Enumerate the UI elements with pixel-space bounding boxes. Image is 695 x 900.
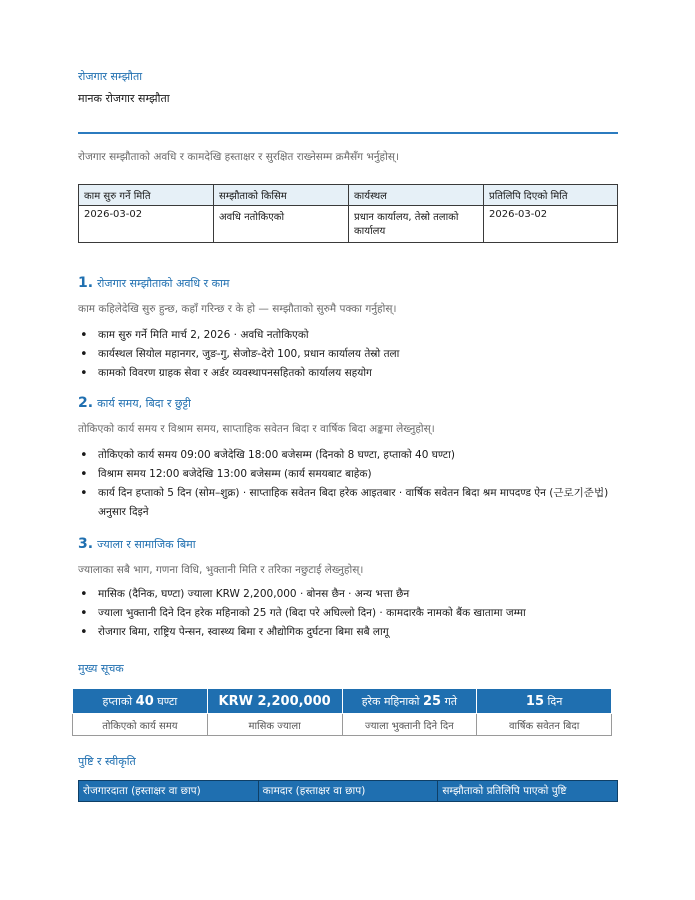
section-bullet-list [78, 326, 618, 383]
section-heading [78, 395, 191, 411]
signature-cell-copy-receipt: सम्झौताको प्रतिलिपि पाएको पुष्टि [438, 781, 618, 802]
kpi-label: वार्षिक सवेतन बिदा [477, 714, 612, 736]
table-header-cell: काम सुरु गर्ने मिति [79, 185, 214, 206]
kpi-label: ज्याला भुक्तानी दिने दिन [342, 714, 477, 736]
kpi-table [72, 688, 612, 736]
list-item: • विश्राम समय 12:00 बजेदेखि 13:00 बजेसम्म (कार्य समयबाट बाहेक) [78, 465, 618, 484]
table-header-row [79, 185, 618, 206]
list-item: • कामको विवरण ग्राहक सेवा र अर्डर व्यवस्थापनसहितको कार्यालय सहयोग [78, 364, 618, 383]
document-kicker: रोजगार सम्झौता [78, 70, 143, 83]
table-header-cell: कार्यस्थल [349, 185, 484, 206]
header-rule [78, 132, 618, 134]
signature-row [79, 781, 618, 802]
list-item: • तोकिएको कार्य समय 09:00 बजेदेखि 18:00 बजेसम्म (दिनको 8 घण्टा, हप्ताको 40 घण्टा) [78, 446, 618, 465]
signature-cell-employee: कामदार (हस्ताक्षर वा छाप) [258, 781, 438, 802]
table-cell: 2026-03-02 [484, 206, 618, 243]
section-bullet-list [78, 585, 618, 642]
list-item: • कार्यस्थल सियोल महानगर, जुङ-गु, सेजोङ-देरो 100, प्रधान कार्यालय तेस्रो तला [78, 345, 618, 364]
table-header-cell: प्रतिलिपि दिएको मिति [484, 185, 618, 206]
list-item: • मासिक (दैनिक, घण्टा) ज्याला KRW 2,200,000 · बोनस छैन · अन्य भत्ता छैन [78, 585, 618, 604]
kpi-value: हरेक महिनाको 25 गते [342, 689, 477, 714]
section-number: 3. [78, 536, 94, 552]
section-lead: ज्यालाका सबै भाग, गणना विधि, भुक्तानी मिति र तरिका नछुटाई लेख्नुहोस्। [78, 564, 364, 576]
list-item: • रोजगार बिमा, राष्ट्रिय पेन्सन, स्वास्थ्य बिमा र औद्योगिक दुर्घटना बिमा सबै लागू [78, 623, 618, 642]
kpi-value: हप्ताको 40 घण्टा [73, 689, 208, 714]
document-intro: रोजगार सम्झौताको अवधि र कामदेखि हस्ताक्षर र सुरक्षित राख्नेसम्म क्रमैसँग भर्नुहोस्। [78, 151, 399, 163]
kpi-label-row [73, 714, 612, 736]
kpi-value: KRW 2,200,000 [207, 689, 342, 714]
section-number: 2. [78, 395, 94, 411]
table-cell: अवधि नतोकिएको [214, 206, 349, 243]
kpi-heading: मुख्य सूचक [78, 662, 124, 675]
section-heading [78, 275, 229, 291]
kpi-label: तोकिएको कार्य समय [73, 714, 208, 736]
section-title: ज्याला र सामाजिक बिमा [97, 538, 196, 551]
table-row [79, 206, 618, 243]
table-cell: प्रधान कार्यालय, तेस्रो तलाको कार्यालय [349, 206, 484, 243]
signature-table [78, 780, 618, 802]
section-number: 1. [78, 275, 94, 291]
section-title: रोजगार सम्झौताको अवधि र काम [97, 277, 230, 290]
sign-heading: पुष्टि र स्वीकृति [78, 755, 136, 768]
kpi-value-row [73, 689, 612, 714]
section-lead: काम कहिलेदेखि सुरु हुन्छ, कहाँ गरिन्छ र के हो — सम्झौताको सुरुमै पक्का गर्नुहोस्। [78, 303, 397, 315]
document-title: मानक रोजगार सम्झौता [78, 92, 170, 105]
contract-info-table [78, 184, 618, 243]
table-header-cell: सम्झौताको किसिम [214, 185, 349, 206]
section-heading [78, 536, 196, 552]
signature-cell-employer: रोजगारदाता (हस्ताक्षर वा छाप) [79, 781, 259, 802]
section-bullet-list [78, 446, 618, 522]
list-item: • काम सुरु गर्ने मिति मार्च 2, 2026 · अवधि नतोकिएको [78, 326, 618, 345]
section-title: कार्य समय, बिदा र छुट्टी [97, 397, 191, 410]
kpi-value: 15 दिन [477, 689, 612, 714]
list-item: • ज्याला भुक्तानी दिने दिन हरेक महिनाको 25 गते (बिदा परे अघिल्लो दिन) · कामदारकै नामको बैंक खातामा जम्मा [78, 604, 618, 623]
kpi-label: मासिक ज्याला [207, 714, 342, 736]
list-item: • कार्य दिन हप्ताको 5 दिन (सोम–शुक्र) · साप्ताहिक सवेतन बिदा हरेक आइतबार · वार्षिक सवेतन बिदा श्रम मापदण्ड ऐन (근로기준법) अनुसार दिइने [78, 484, 618, 522]
section-lead: तोकिएको कार्य समय र विश्राम समय, साप्ताहिक सवेतन बिदा र वार्षिक बिदा अङ्कमा लेख्नुहोस्। [78, 423, 435, 435]
table-cell: 2026-03-02 [79, 206, 214, 243]
